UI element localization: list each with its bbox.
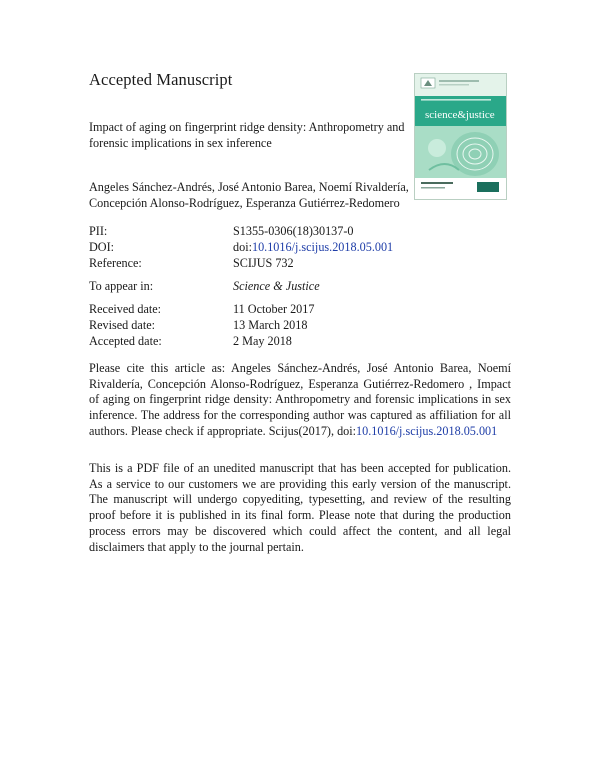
journal-cover-image [414,73,507,200]
disclaimer-paragraph: This is a PDF file of an unedited manuscript that has been accepted for publication. As a service to our customers we are providing this early version of the manuscript. The manuscript will undergo copyediting, typesetting, and review of the resulting proof before it is published in its final form. Please note that during the production process errors may be discovered which could affect the content, and all legal disclaimers that apply to the journal pertain. [89,461,511,554]
pii-value: S1355-0306(18)30137-0 [233,224,354,238]
article-authors: Angeles Sánchez-Andrés, José Antonio Barea, Noemí Rivaldería, Concepción Alonso-Rodríguez, Esperanza Gutiérrez-Redomero [89,180,409,210]
revised-label: Revised date: [89,318,155,332]
page-heading: Accepted Manuscript [89,70,233,89]
article-title: Impact of aging on fingerprint ridge density: Anthropometry and forensic implications in sex inference [89,120,405,150]
doi-prefix: doi: [233,240,252,254]
pii-label: PII: [89,224,108,238]
reference-label: Reference: [89,256,142,270]
accepted-value: 2 May 2018 [233,334,292,348]
received-label: Received date: [89,302,162,316]
doi-link[interactable]: 10.1016/j.scijus.2018.05.001 [251,240,394,254]
doi-value [233,240,393,255]
citation-doi-link[interactable]: 10.1016/j.scijus.2018.05.001 [356,423,498,438]
citation-text: Please cite this article as: Angeles Sánchez-Andrés, José Antonio Barea, Noemí Rivaldería, Concepción Alonso-Rodríguez, Esperanza Gutiérrez-Redomero , Impact of aging on fingerprint ridge density: Anthropometry and forensic implications in sex inference. The address for the corresponding author was captured as affiliation for all authors. Please check if appropriate. Scijus(2017), doi: [89,361,511,438]
doi-label: DOI: [89,240,115,254]
received-value: 11 October 2017 [233,302,315,316]
cover-artwork [415,74,506,199]
revised-value: 13 March 2018 [233,318,308,332]
appear-label: To appear in: [89,279,154,293]
cover-journal-name: science&justice [425,109,495,121]
citation-paragraph [89,361,511,440]
reference-value: SCIJUS 732 [233,256,294,270]
accepted-label: Accepted date: [89,334,162,348]
appear-value: Science & Justice [233,279,320,293]
